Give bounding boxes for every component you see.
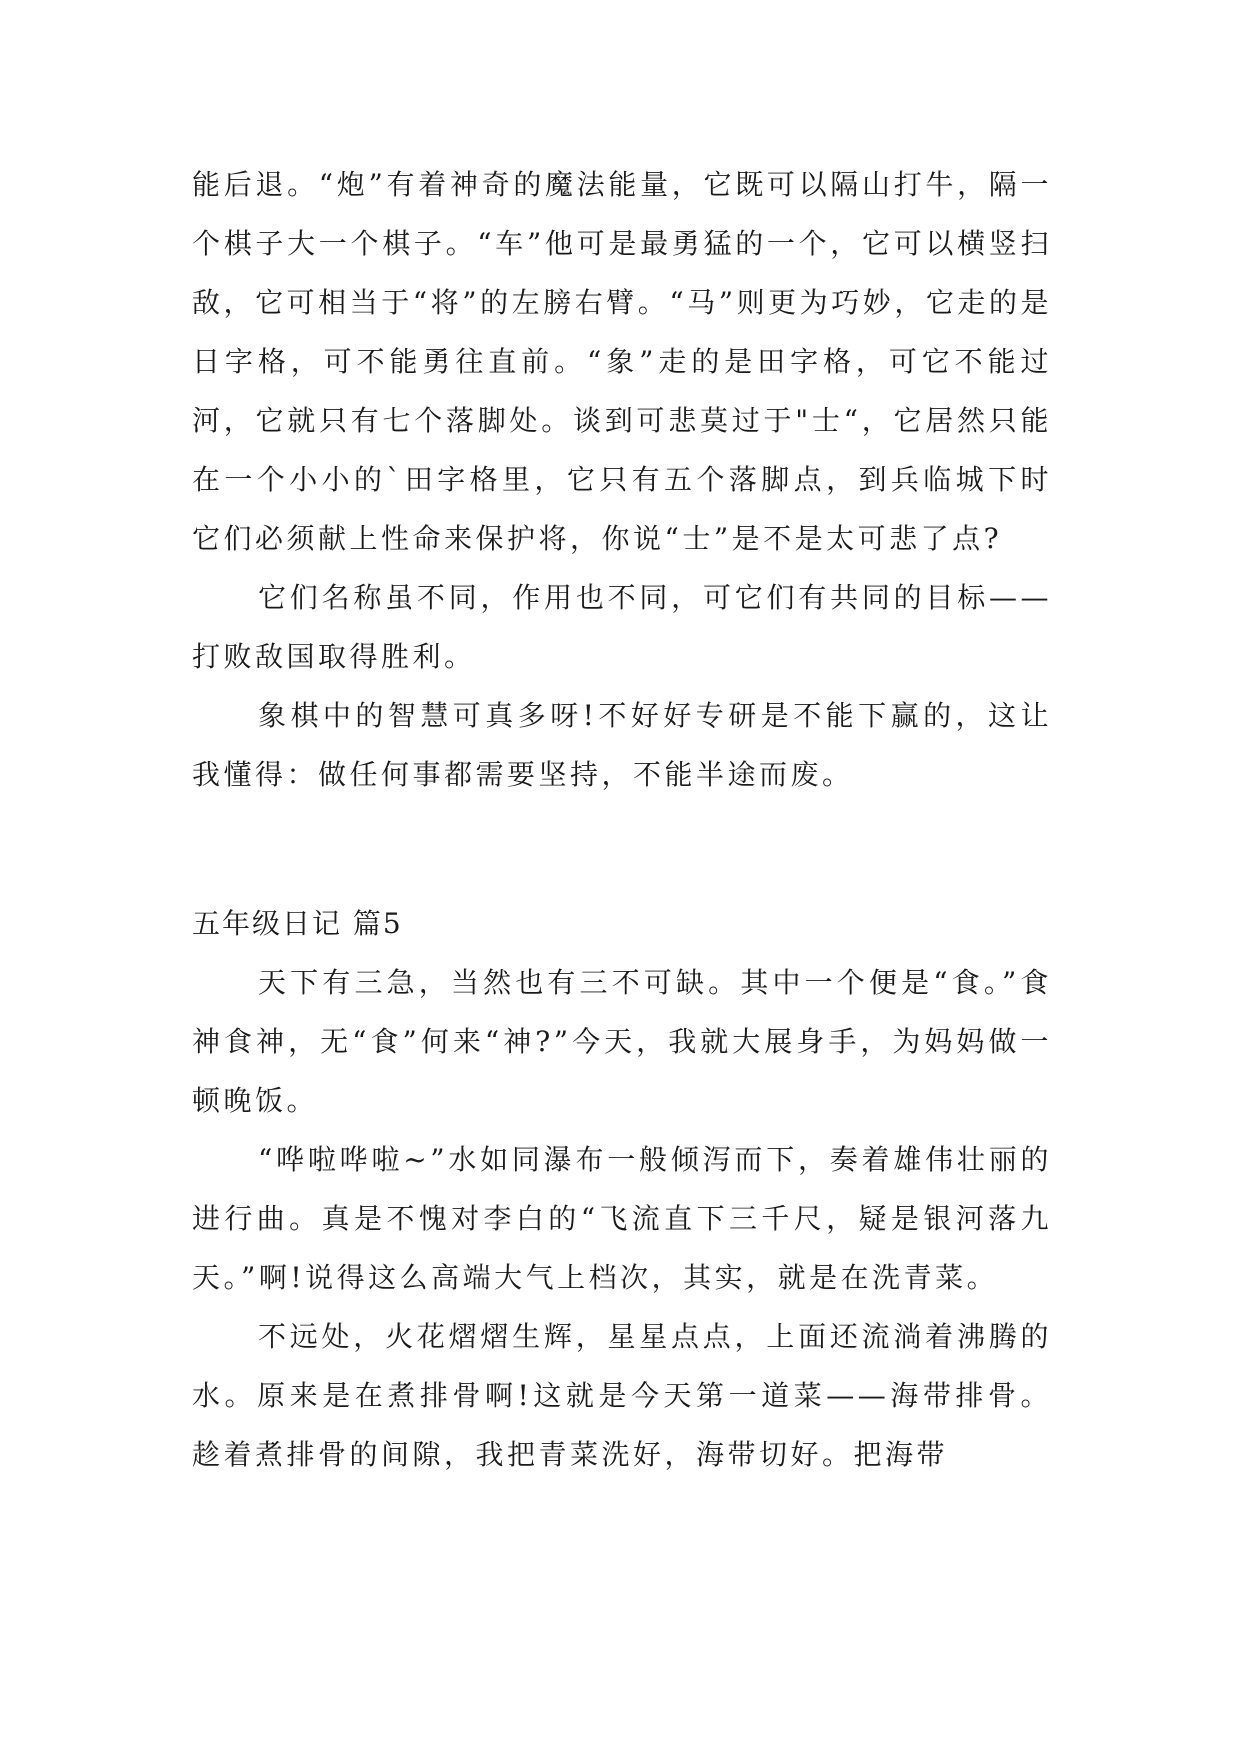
paragraph-cooking-ribs: 不远处，火花熠熠生辉，星星点点，上面还流淌着沸腾的水。原来是在煮排骨啊!这就是今天第一道菜——海带排骨。趁着煮排骨的间隙，我把青菜洗好，海带切好。把海带 [192,1320,1052,1471]
paragraph-chess-pieces: 能后退。“炮”有着神奇的魔法能量，它既可以隔山打牛，隔一个棋子大一个棋子。“车”他可是最勇猛的一个，它可以横竖扫敌，它可相当于“将”的左膀右臂。“马”则更为巧妙，它走的是日字格，可不能勇往直前。“象”走的是田字格，可它不能过河，它就只有七个落脚处。谈到可悲莫过于"士“，它居然只能在一个小小的`田字格里，它只有五个落脚点，到兵临城下时它们必须献上性命来保护将，你说“士”是不是太可悲了点? [192,168,1052,555]
section-spacer [192,804,1052,894]
paragraph-food-intro: 天下有三急，当然也有三不可缺。其中一个便是“食。”食神食神，无“食”何来“神?”今天，我就大展身手，为妈妈做一顿晚饭。 [192,966,1052,1117]
document-body [192,155,1052,1484]
paragraph-chess-wisdom: 象棋中的智慧可真多呀!不好好专研是不能下赢的，这让我懂得：做任何事都需要坚持，不能半途而废。 [192,699,1052,791]
paragraph-washing-vegetables: “哗啦哗啦~”水如同瀑布一般倾泻而下，奏着雄伟壮丽的进行曲。真是不愧对李白的“飞流直下三千尺，疑是银河落九天。”啊!说得这么高端大气上档次，其实，就是在洗青菜。 [192,1143,1052,1294]
section-heading: 五年级日记 篇5 [192,907,403,940]
paragraph-common-goal: 它们名称虽不同，作用也不同，可它们有共同的目标——打败敌国取得胜利。 [192,581,1052,673]
